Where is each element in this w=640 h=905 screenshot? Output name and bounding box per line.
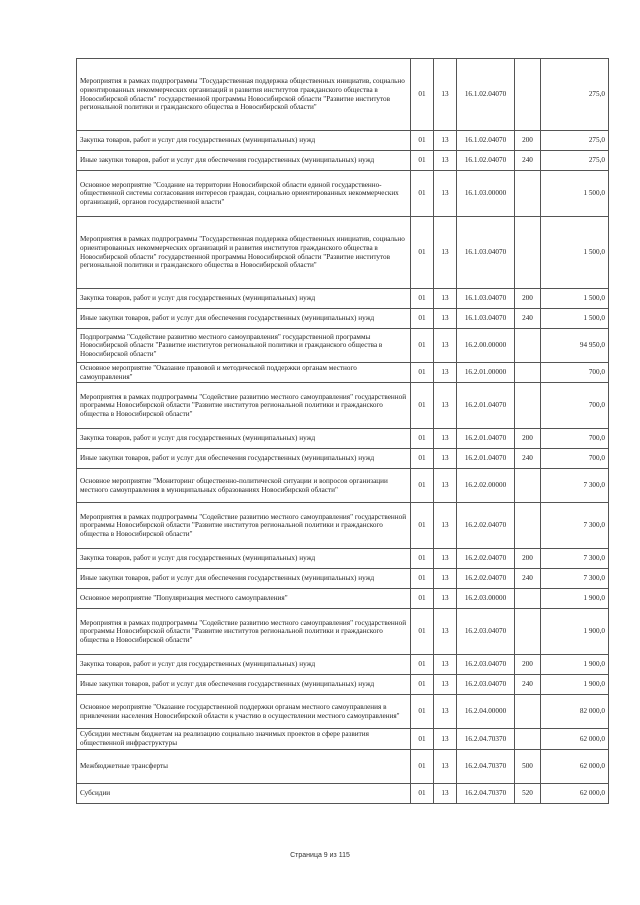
row-amount: 7 300,0 [541,549,609,569]
row-section: 01 [411,749,434,783]
row-amount: 1 500,0 [541,309,609,329]
row-name: Подпрограмма "Содействие развитию местного самоуправления" государственной программы Новосибирской области "Развитие институтов региональной политики и гражданского общества в Новосибирской области" [77,329,411,363]
row-target-article: 16.2.04.70370 [457,749,515,783]
row-name: Основное мероприятие "Мониторинг общественно-политической ситуации и вопросов организации местного самоуправления в муниципальных образованиях Новосибирской области" [77,469,411,503]
row-amount: 700,0 [541,363,609,383]
row-name: Мероприятия в рамках подпрограммы "Содействие развитию местного самоуправления" государственной программы Новосибирской области "Развитие институтов региональной политики и гражданского общества в Новосибирской области" [77,503,411,549]
row-section: 01 [411,363,434,383]
row-subsection: 13 [434,469,457,503]
row-expense-type [515,695,541,729]
table-row [77,217,609,289]
row-name: Иные закупки товаров, работ и услуг для обеспечения государственных (муниципальных) нужд [77,569,411,589]
row-subsection: 13 [434,59,457,131]
row-target-article: 16.2.02.04070 [457,549,515,569]
table-row [77,171,609,217]
row-subsection: 13 [434,309,457,329]
row-expense-type [515,171,541,217]
table-row [77,609,609,655]
row-target-article: 16.1.03.00000 [457,171,515,217]
table-row [77,549,609,569]
row-section: 01 [411,675,434,695]
table-row [77,655,609,675]
row-target-article: 16.2.03.00000 [457,589,515,609]
table-row [77,329,609,363]
row-target-article: 16.1.03.04070 [457,289,515,309]
row-subsection: 13 [434,383,457,429]
row-target-article: 16.1.02.04070 [457,59,515,131]
row-amount: 82 000,0 [541,695,609,729]
row-amount: 275,0 [541,131,609,151]
row-section: 01 [411,589,434,609]
row-section: 01 [411,549,434,569]
row-target-article: 16.2.03.04070 [457,655,515,675]
row-subsection: 13 [434,289,457,309]
row-amount: 700,0 [541,383,609,429]
row-expense-type: 200 [515,655,541,675]
row-subsection: 13 [434,449,457,469]
table-row [77,569,609,589]
table-row [77,289,609,309]
row-section: 01 [411,59,434,131]
table-row [77,729,609,749]
budget-table [76,58,609,804]
row-target-article: 16.2.03.04070 [457,609,515,655]
row-subsection: 13 [434,655,457,675]
row-amount: 275,0 [541,151,609,171]
row-expense-type: 500 [515,749,541,783]
row-target-article: 16.1.02.04070 [457,151,515,171]
row-target-article: 16.2.01.04070 [457,429,515,449]
table-row [77,429,609,449]
row-subsection: 13 [434,729,457,749]
row-name: Закупка товаров, работ и услуг для государственных (муниципальных) нужд [77,655,411,675]
row-section: 01 [411,329,434,363]
row-expense-type: 240 [515,449,541,469]
row-name: Иные закупки товаров, работ и услуг для обеспечения государственных (муниципальных) нужд [77,151,411,171]
row-name: Закупка товаров, работ и услуг для государственных (муниципальных) нужд [77,289,411,309]
row-amount: 1 900,0 [541,655,609,675]
row-amount: 7 300,0 [541,503,609,549]
table-row [77,469,609,503]
row-amount: 1 900,0 [541,589,609,609]
row-name: Мероприятия в рамках подпрограммы "Содействие развитию местного самоуправления" государственной программы Новосибирской области "Развитие институтов региональной политики и гражданского общества в Новосибирской области" [77,609,411,655]
table-row [77,503,609,549]
row-amount: 1 500,0 [541,217,609,289]
row-amount: 62 000,0 [541,783,609,803]
row-section: 01 [411,503,434,549]
table-row [77,309,609,329]
row-name: Основное мероприятие "Популяризация местного самоуправления" [77,589,411,609]
row-target-article: 16.2.04.00000 [457,695,515,729]
row-amount: 700,0 [541,429,609,449]
row-target-article: 16.2.04.70370 [457,783,515,803]
row-expense-type [515,469,541,503]
row-section: 01 [411,217,434,289]
row-target-article: 16.2.04.70370 [457,729,515,749]
row-subsection: 13 [434,749,457,783]
row-section: 01 [411,309,434,329]
row-subsection: 13 [434,569,457,589]
page-number: Страница 9 из 115 [290,852,350,859]
row-section: 01 [411,655,434,675]
row-section: 01 [411,429,434,449]
row-section: 01 [411,609,434,655]
table-row [77,383,609,429]
row-subsection: 13 [434,675,457,695]
row-name: Субсидии [77,783,411,803]
row-expense-type: 520 [515,783,541,803]
row-subsection: 13 [434,609,457,655]
table-row [77,363,609,383]
row-target-article: 16.1.02.04070 [457,131,515,151]
row-name: Закупка товаров, работ и услуг для государственных (муниципальных) нужд [77,549,411,569]
row-amount: 1 900,0 [541,609,609,655]
table-row [77,675,609,695]
row-amount: 1 500,0 [541,289,609,309]
row-section: 01 [411,289,434,309]
row-expense-type: 200 [515,131,541,151]
row-name: Основное мероприятие "Оказание правовой и методической поддержки органам местного самоуправления" [77,363,411,383]
budget-table-body [77,59,609,804]
row-expense-type: 200 [515,289,541,309]
row-expense-type [515,729,541,749]
row-expense-type [515,383,541,429]
row-target-article: 16.2.03.04070 [457,675,515,695]
row-section: 01 [411,383,434,429]
row-subsection: 13 [434,363,457,383]
row-section: 01 [411,783,434,803]
row-section: 01 [411,151,434,171]
row-subsection: 13 [434,503,457,549]
row-expense-type [515,503,541,549]
row-expense-type [515,609,541,655]
row-target-article: 16.2.02.00000 [457,469,515,503]
row-target-article: 16.2.01.04070 [457,449,515,469]
row-subsection: 13 [434,151,457,171]
row-target-article: 16.2.01.00000 [457,363,515,383]
row-subsection: 13 [434,217,457,289]
row-section: 01 [411,729,434,749]
table-row [77,151,609,171]
row-amount: 1 500,0 [541,171,609,217]
row-name: Мероприятия в рамках подпрограммы "Содействие развитию местного самоуправления" государственной программы Новосибирской области "Развитие институтов региональной политики и гражданского общества в Новосибирской области" [77,383,411,429]
row-expense-type: 240 [515,309,541,329]
row-expense-type [515,589,541,609]
row-name: Закупка товаров, работ и услуг для государственных (муниципальных) нужд [77,429,411,449]
row-amount: 700,0 [541,449,609,469]
row-amount: 62 000,0 [541,749,609,783]
row-name: Закупка товаров, работ и услуг для государственных (муниципальных) нужд [77,131,411,151]
row-target-article: 16.2.01.04070 [457,383,515,429]
row-subsection: 13 [434,695,457,729]
row-amount: 1 900,0 [541,675,609,695]
row-amount: 7 300,0 [541,569,609,589]
row-expense-type: 200 [515,549,541,569]
row-target-article: 16.2.00.00000 [457,329,515,363]
row-name: Мероприятия в рамках подпрограммы "Государственная поддержка общественных инициатив, социально ориентированных некоммерческих организаций и развития институтов гражданского общества в Новосибирской области" государственной программы Новосибирской области "Развитие институтов региональной политики и гражданского общества в Новосибирской области" [77,217,411,289]
row-subsection: 13 [434,589,457,609]
table-row [77,589,609,609]
row-expense-type [515,363,541,383]
table-row [77,59,609,131]
row-expense-type [515,217,541,289]
row-section: 01 [411,131,434,151]
row-section: 01 [411,171,434,217]
row-subsection: 13 [434,549,457,569]
row-subsection: 13 [434,429,457,449]
row-subsection: 13 [434,783,457,803]
row-expense-type [515,329,541,363]
row-expense-type: 200 [515,429,541,449]
row-amount: 275,0 [541,59,609,131]
row-name: Иные закупки товаров, работ и услуг для обеспечения государственных (муниципальных) нужд [77,309,411,329]
row-amount: 62 000,0 [541,729,609,749]
table-row [77,449,609,469]
table-row [77,131,609,151]
row-section: 01 [411,569,434,589]
row-name: Межбюджетные трансферты [77,749,411,783]
row-expense-type: 240 [515,151,541,171]
row-amount: 7 300,0 [541,469,609,503]
row-section: 01 [411,449,434,469]
row-name: Основное мероприятие "Создание на территории Новосибирской области единой государственно-общественной системы согласования интересов граждан, социально ориентированных некоммерческих организаций, органов государственной власти" [77,171,411,217]
row-name: Мероприятия в рамках подпрограммы "Государственная поддержка общественных инициатив, социально ориентированных некоммерческих организаций и развития институтов гражданского общества в Новосибирской области" государственной программы Новосибирской области "Развитие институтов региональной политики и гражданского общества в Новосибирской области" [77,59,411,131]
table-row [77,695,609,729]
row-section: 01 [411,695,434,729]
row-target-article: 16.1.03.04070 [457,309,515,329]
row-subsection: 13 [434,131,457,151]
row-amount: 94 950,0 [541,329,609,363]
row-expense-type: 240 [515,569,541,589]
row-name: Иные закупки товаров, работ и услуг для обеспечения государственных (муниципальных) нужд [77,449,411,469]
row-name: Основное мероприятие "Оказание государственной поддержки органам местного самоуправления в привлечении населения Новосибирской области к участию в осуществлении местного самоуправления" [77,695,411,729]
row-name: Иные закупки товаров, работ и услуг для обеспечения государственных (муниципальных) нужд [77,675,411,695]
row-subsection: 13 [434,329,457,363]
table-row [77,783,609,803]
row-expense-type [515,59,541,131]
row-target-article: 16.1.03.04070 [457,217,515,289]
row-name: Субсидии местным бюджетам на реализацию социально значимых проектов в сфере развития общественной инфраструктуры [77,729,411,749]
row-target-article: 16.2.02.04070 [457,503,515,549]
table-row [77,749,609,783]
row-target-article: 16.2.02.04070 [457,569,515,589]
row-expense-type: 240 [515,675,541,695]
row-subsection: 13 [434,171,457,217]
row-section: 01 [411,469,434,503]
